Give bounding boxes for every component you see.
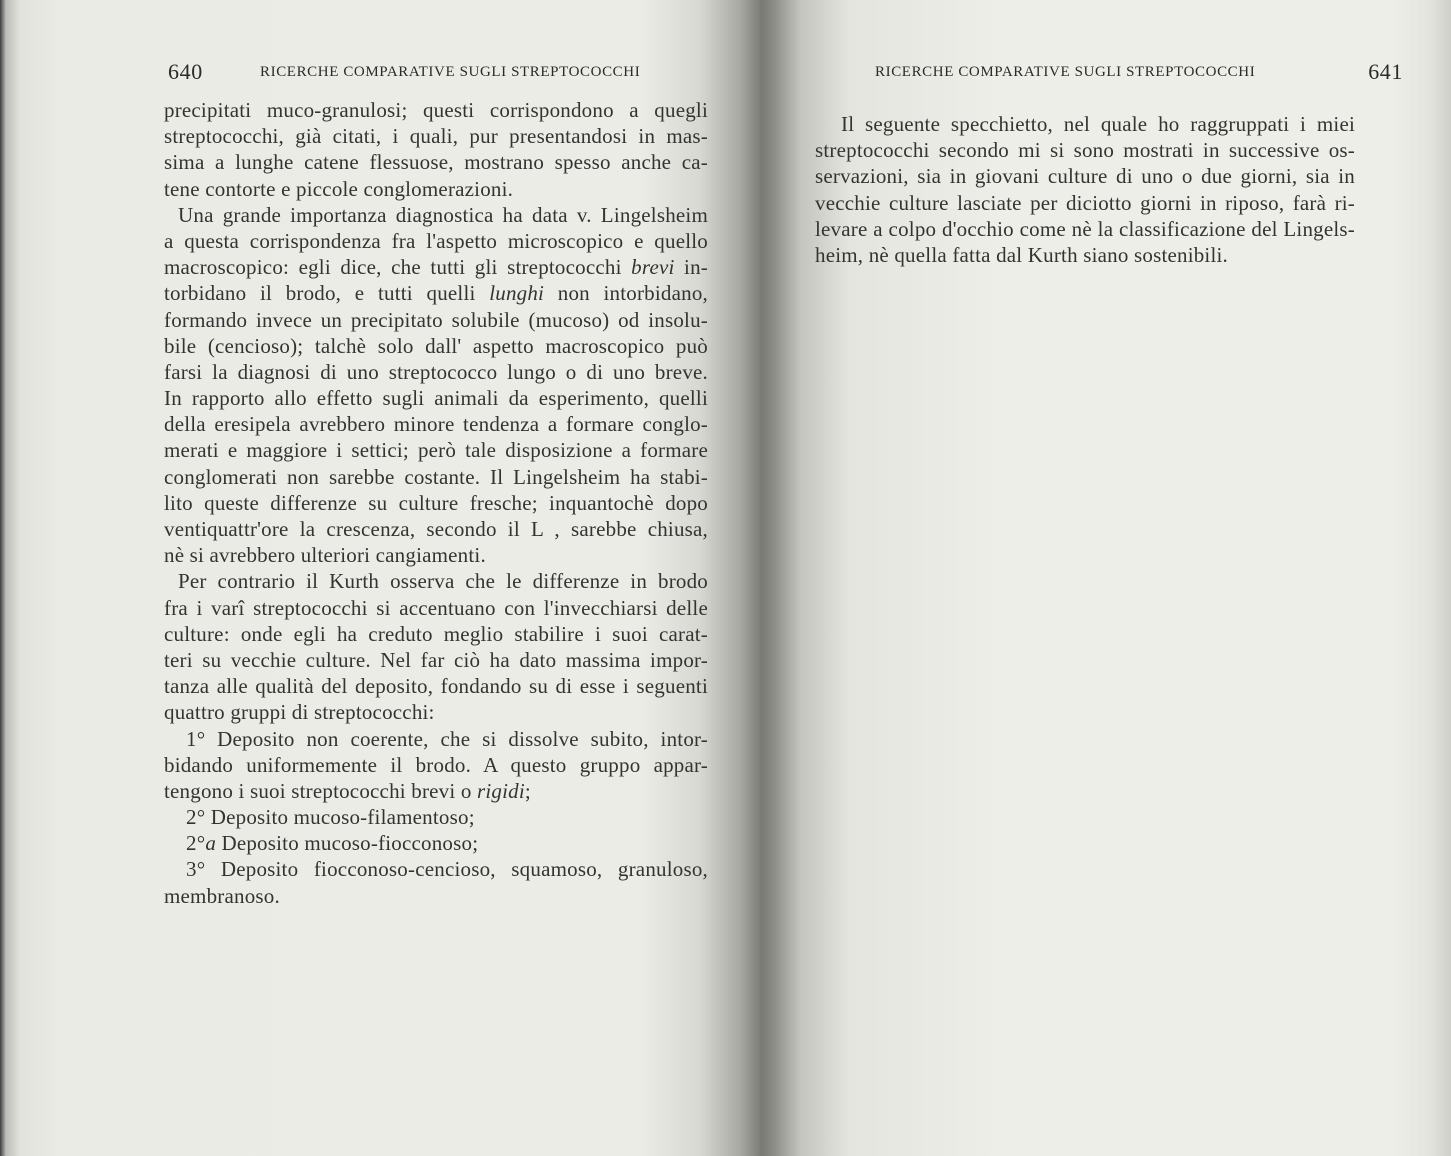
text-line [815, 137, 1355, 163]
text-line [164, 97, 708, 123]
text-line [164, 516, 708, 542]
text-line [164, 699, 708, 725]
italic-text: a [205, 831, 217, 856]
text-line [164, 411, 708, 437]
left-page-header [168, 59, 716, 92]
text-line [164, 202, 708, 228]
text-line [164, 673, 708, 699]
text-run: streptococchi secondo mi si sono mostrati in successive os- [815, 138, 1355, 163]
text-line [164, 752, 708, 778]
text-line [164, 804, 708, 830]
text-run: torbidano il brodo, e tutti quelli [164, 281, 490, 306]
text-run: tene contorte e piccole conglomerazioni. [164, 176, 514, 201]
text-line [164, 542, 708, 568]
text-run: Una grande importanza diagnostica ha data v. Lingelsheim [178, 202, 708, 227]
text-line [815, 163, 1355, 189]
text-run: Il seguente specchietto, nel quale ho raggruppati i miei [841, 112, 1355, 136]
text-run: nè si avrebbero ulteriori cangiamenti. [164, 543, 486, 568]
right-page-body [815, 111, 1355, 268]
text-line [164, 726, 708, 752]
left-running-head: RICERCHE COMPARATIVE SUGLI STREPTOCOCCHI [260, 64, 641, 80]
text-line [164, 359, 708, 385]
text-run: precipitati muco-granulosi; questi corrispondono a quegli [164, 98, 708, 122]
text-line [815, 111, 1355, 137]
text-run: 2° [186, 831, 206, 856]
text-line [164, 595, 708, 621]
text-run: streptococchi, già citati, i quali, pur presentandosi in mas- [164, 124, 708, 149]
text-run: vecchie culture lasciate per diciotto giorni in riposo, farà ri- [815, 190, 1355, 215]
text-line [164, 228, 708, 254]
text-line [164, 568, 708, 594]
text-run: 2° Deposito mucoso-filamentoso; [186, 805, 475, 830]
text-run: tanza alle qualità del deposito, fondando su di esse i seguenti [164, 674, 708, 699]
text-line [164, 883, 708, 909]
text-line [164, 280, 708, 306]
right-page-header [875, 59, 1403, 92]
text-run: membranoso. [164, 883, 280, 908]
text-run: Deposito mucoso-fiocconoso; [216, 831, 479, 856]
italic-text: brevi [631, 255, 675, 280]
text-line [164, 254, 708, 280]
right-page [757, 0, 1451, 1156]
italic-text: rigidi [477, 778, 525, 803]
text-run: bidando uniformemente il brodo. A questo gruppo appar- [164, 752, 708, 777]
text-line [164, 830, 708, 856]
text-line [164, 123, 708, 149]
text-run: conglomerati non sarebbe costante. Il Lingelsheim ha stabi- [164, 464, 708, 489]
text-run: formando invece un precipitato solubile (mucoso) od insolu- [164, 307, 708, 332]
text-run: farsi la diagnosi di uno streptococco lungo o di uno breve. [164, 359, 708, 384]
text-line [164, 333, 708, 359]
text-run: della eresipela avrebbero minore tendenza a formare conglo- [164, 412, 708, 437]
text-line [164, 490, 708, 516]
text-line [815, 216, 1355, 242]
text-line [164, 176, 708, 202]
text-line [164, 621, 708, 647]
text-run: a questa corrispondenza fra l'aspetto microscopico e quello [164, 228, 708, 253]
text-run: culture: onde egli ha creduto meglio stabilire i suoi carat- [164, 621, 708, 646]
right-running-head: RICERCHE COMPARATIVE SUGLI STREPTOCOCCHI [875, 64, 1256, 80]
left-page-number: 640 [168, 59, 203, 84]
text-line [164, 464, 708, 490]
italic-text: lunghi [489, 281, 545, 306]
left-page-body [164, 97, 708, 909]
text-run: quattro gruppi di streptococchi: [164, 700, 435, 725]
right-page-number: 641 [1368, 59, 1403, 84]
text-run: 1° Deposito non coerente, che si dissolve subito, intor- [186, 726, 708, 751]
text-run: bile (cencioso); talchè solo dall' aspetto macroscopico può [164, 333, 708, 358]
text-line [164, 149, 708, 175]
text-run: non intorbidano, [544, 281, 708, 306]
text-line [164, 647, 708, 673]
text-run: heim, nè quella fatta dal Kurth siano sostenibili. [815, 242, 1228, 267]
text-run: servazioni, sia in giovani culture di uno o due giorni, sia in [815, 164, 1355, 189]
text-line [164, 307, 708, 333]
text-run: fra i varî streptococchi si accentuano con l'invecchiarsi delle [164, 595, 708, 620]
text-line [164, 437, 708, 463]
text-run: lito queste differenze su culture fresche; inquantochè dopo [164, 490, 708, 515]
text-run: sima a lunghe catene flessuose, mostrano spesso anche ca- [164, 150, 708, 175]
text-line [815, 190, 1355, 216]
text-line [815, 242, 1355, 268]
text-line [164, 856, 708, 882]
text-run: merati e maggiore i settici; però tale disposizione a formare [164, 438, 708, 463]
text-run: teri su vecchie culture. Nel far ciò ha dato massima impor- [164, 647, 708, 672]
text-run: In rapporto allo effetto sugli animali da esperimento, quelli [164, 386, 708, 411]
text-run: ventiquattr'ore la crescenza, secondo il L , sarebbe chiusa, [164, 517, 708, 541]
text-line [164, 778, 708, 804]
text-run: ; [524, 778, 531, 803]
text-run: levare a colpo d'occhio come nè la classificazione del Lingels- [815, 216, 1355, 241]
text-line [164, 385, 708, 411]
text-run: 3° Deposito fiocconoso-cencioso, squamoso, granuloso, [186, 857, 708, 882]
text-run: in- [674, 255, 708, 280]
text-run: macroscopico: egli dice, che tutti gli streptococchi [164, 255, 632, 280]
text-run: tengono i suoi streptococchi brevi o [164, 778, 477, 803]
text-run: Per contrario il Kurth osserva che le differenze in brodo [178, 569, 708, 594]
